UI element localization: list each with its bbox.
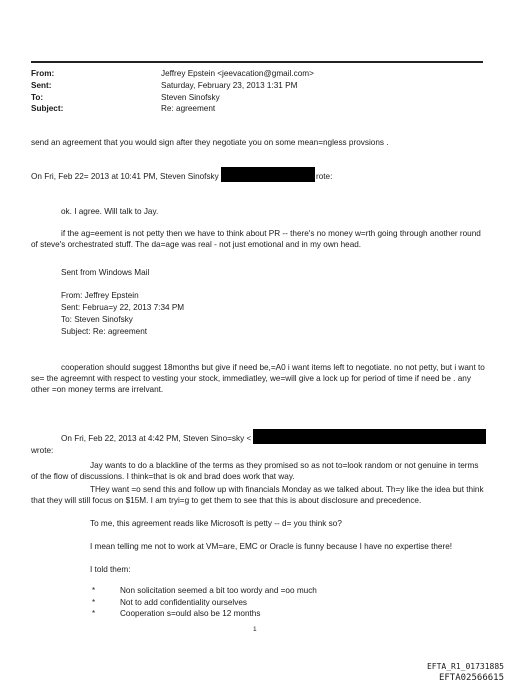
agree-line: ok. I agree. Will talk to Jay.	[61, 207, 159, 216]
paragraph-cooperation: cooperation should suggest 18months but give if need be,=A0 i want items left to negotiate. no not petty, but i want to se= the agreemnt with respect to vesting your stock, immediatley, we=will give a lock up for period of time if need be . any other =on money terms are irrelvant.	[31, 363, 485, 394]
header-divider	[31, 61, 483, 63]
paragraph-they: THey want =o send this and follow up with financials Monday as we talked about. Th=y like the idea but think that they will still focus on $15M. I am tryi=g to get them to see that this is about disclosure and precedence.	[31, 485, 484, 505]
redaction-box	[221, 167, 315, 182]
bullet-item: Non solicitation seemed a bit too wordy and =oo much	[120, 586, 317, 595]
sent-from-line: Sent from Windows Mail	[61, 268, 150, 277]
fwd-sent: Sent: Februa=y 22, 2013 7:34 PM	[61, 303, 185, 312]
from-value: Jeffrey Epstein <jeevacation@gmail.com>	[161, 69, 314, 78]
subject-value: Re: agreement	[161, 104, 216, 113]
page-number: 1	[253, 626, 257, 633]
bullet-marker: *	[92, 586, 96, 595]
quote-1-wrote: rote:	[316, 172, 333, 181]
from-label: From:	[31, 69, 55, 78]
bullet-item: Cooperation s=ould also be 12 months	[120, 609, 261, 618]
bullet-item: Not to add confidentiality ourselves	[120, 598, 247, 607]
paragraph-microsoft: To me, this agreement reads like Microsoft is petty -- d= you think so?	[90, 519, 342, 528]
quote-1-header: On Fri, Feb 22= 2013 at 10:41 PM, Steven Sinofsky	[31, 172, 219, 181]
to-label: To:	[31, 93, 44, 102]
bates-number-2: EFTA02566615	[438, 673, 504, 683]
redaction-box	[253, 429, 486, 444]
bullet-marker: *	[92, 598, 96, 607]
subject-label: Subject:	[31, 104, 64, 113]
to-value: Steven Sinofsky	[161, 93, 220, 102]
told-them: I told them:	[90, 565, 131, 574]
fwd-from: From: Jeffrey Epstein	[61, 291, 139, 300]
bates-number-1: EFTA_R1_01731885	[426, 662, 504, 671]
quote-2-wrote: wrote:	[31, 446, 54, 455]
sent-value: Saturday, February 23, 2013 1:31 PM	[161, 81, 298, 90]
paragraph-jay: Jay wants to do a blackline of the terms as they promised so as not to=look random or not genuine in terms of the flow of discussions. I think=that is ok and brad does work that way.	[31, 461, 479, 481]
sent-label: Sent:	[31, 81, 52, 90]
paragraph-vmware: I mean telling me not to work at VM=are, EMC or Oracle is funny because I have no expertise there!	[90, 542, 453, 551]
body-line-1: send an agreement that you would sign after they negotiate you on some mean=ngless provsions .	[31, 138, 389, 147]
fwd-subject: Subject: Re: agreement	[61, 327, 148, 336]
bullet-marker: *	[92, 609, 96, 618]
paragraph-pr: if the ag=eement is not petty then we have to think about PR -- there's no money w=rth going through another round of steve's orchestrated stuff. The da=age was real - not just emotional and in my own head.	[31, 229, 481, 249]
quote-2-header: On Fri, Feb 22, 2013 at 4:42 PM, Steven Sino=sky <	[61, 434, 252, 443]
fwd-to: To: Steven Sinofsky	[61, 315, 133, 324]
